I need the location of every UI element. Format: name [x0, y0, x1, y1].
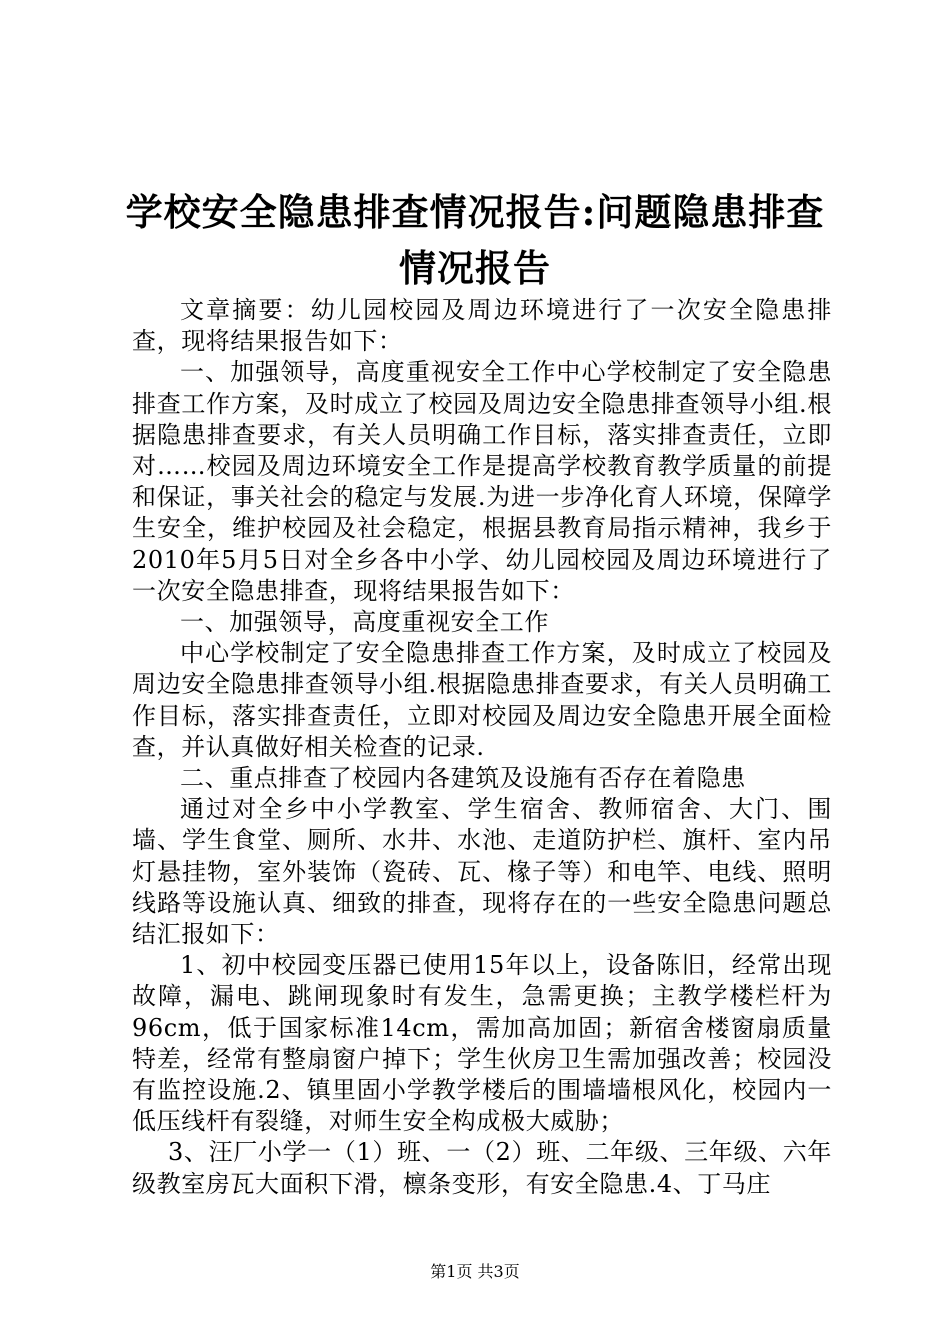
paragraph-issue-list-1: 1、初中校园变压器已使用15年以上，设备陈旧，经常出现故障，漏电、跳闸现象时有发生，急需更换；主教学楼栏杆为96cm，低于国家标准14cm，需加高加固；新宿舍楼窗扇质量特差，经常有整扇窗户掉下；学生伙房卫生需加强改善；校园没有监控设施.2、镇里固小学教学楼后的围墙墙根风化，校园内一低压线杆有裂缝，对师生安全构成极大威胁； — [132, 951, 832, 1136]
paragraph-heading-leadership: 一、加强领导，高度重视安全工作 — [180, 608, 549, 637]
paragraph-leadership-detail: 中心学校制定了安全隐患排查工作方案，及时成立了校园及周边安全隐患排查领导小组.根据隐患排查要求，有关人员明确工作目标，落实排查责任，立即对校园及周边安全隐患开展全面检查，并认真做好相关检查的记录. — [132, 639, 832, 761]
document-body — [132, 295, 832, 1200]
paragraph-abstract: 文章摘要：幼儿园校园及周边环境进行了一次安全隐患排查，现将结果报告如下： — [132, 296, 832, 356]
paragraph-heading-inspection: 二、重点排查了校园内各建筑及设施有否存在着隐患 — [180, 764, 746, 793]
document-title: 学校安全隐患排查情况报告:问题隐患排查情况报告 — [125, 190, 825, 290]
paragraph-issue-list-2: 3、汪厂小学一（1）班、一（2）班、二年级、三年级、六年级教室房瓦大面积下滑，檩条变形，有安全隐患.4、丁马庄 — [132, 1138, 832, 1198]
paragraph-leadership-summary: 一、加强领导，高度重视安全工作中心学校制定了安全隐患排查工作方案，及时成立了校园及周边安全隐患排查领导小组.根据隐患排查要求，有关人员明确工作目标，落实排查责任，立即对……校园及周边环境安全工作是提高学校教育教学质量的前提和保证，事关社会的稳定与发展.为进一步净化育人环境，保障学生安全，维护校园及社会稳定，根据县教育局指示精神，我乡于2010年5月5日对全乡各中小学、幼儿园校园及周边环境进行了一次安全隐患排查，现将结果报告如下： — [132, 358, 832, 605]
page-number-footer: 第1页 共3页 — [430, 1262, 520, 1281]
paragraph-inspection-detail: 通过对全乡中小学教室、学生宿舍、教师宿舍、大门、围墙、学生食堂、厕所、水井、水池、走道防护栏、旗杆、室内吊灯悬挂物，室外装饰（瓷砖、瓦、椽子等）和电竿、电线、照明线路等设施认真、细致的排查，现将存在的一些安全隐患问题总结汇报如下： — [132, 795, 832, 949]
